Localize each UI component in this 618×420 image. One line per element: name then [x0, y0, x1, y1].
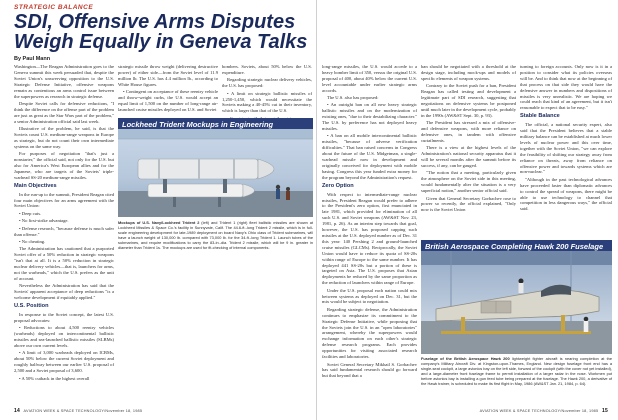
subheading-main-objectives: Main Objectives [14, 182, 57, 189]
text-column-1 [14, 64, 114, 402]
section-kicker: STRATEGIC BALANCE [14, 4, 94, 11]
paragraph: strategic missile throw weight (delivering destructive power) of either side—from the Soviet level of 11.9 million lb. The U.S. has 4.4 million lb., according to White House figures. [118, 64, 218, 87]
caption-lead: Fuselage of the British Aerospace Hawk 200 [421, 356, 510, 361]
paragraph: The Administration has cautioned that a purported Soviet offer of a 50% reduction in strategic weapons "isn't that at all. It is a 50% reduction in strategic nuclear delivery vehicles—that is, launchers for arms, not the warheads," which the U.S. prefers as the unit of account. [14, 246, 114, 281]
photo-caption-trident [118, 220, 313, 250]
caption-lead: Mockups of U.S. Navy/Lockheed Trident 2 [118, 220, 200, 225]
bullet-item: • Defense research, "because defense is much safer than offense." [14, 225, 114, 237]
bullet-item: • A limit on strategic ballistic missiles of 1,250-1,450, which would necessitate the Soviets making a 40-45% cut in their inventory, which is larger than that of the U.S. [222, 90, 312, 114]
paragraph: Despite Soviet calls for defensive reductions, "I think the difference on the offense part of the problem are just as great as the Star Wars part of the problem," a senior Administration official said last week. [14, 100, 114, 124]
paragraph: "Although in the past technological advances have proceeded faster than diplomatic advances to control the spread of weapons, there might be able to use technology to channel that competition in less dangerous ways," the official said. [520, 176, 612, 212]
page-gutter [316, 0, 317, 420]
bullet-item: • A ban on all mobile intercontinental ballistic missiles, "because of adverse verification difficulties." That ban raised concerns in Congress about the future of the U.S. Midgetman, a single-warhead missile now in development and originally conceived for deployment with mobile basing. Congress this year funded extra money for the program beyond the Administration's request. [322, 133, 417, 180]
page-number-left: 14 [14, 408, 20, 414]
caption-text: (left) and Trident 1 (right) fleet ballistic missiles are shown at Lockheed Missiles & Space Co.'s facility in Sunnyvale, Calif. The 44.6-ft.-long Trident 2 missile, which is in full-scale engineering development for late-1989 deployment on board Navy's Ohio class of Trident submarines, will have a launch weight of 130,000 lb. compared with 73,000 lb. for the 34-ft.-long Trident 1. Launch tubes of the submarines, and require modifications to carry the 83-in.-dia. Trident 2 missile, which will be 9 in. greater in diameter than Trident 1s. The mockups are used for fit-checking of internal components. [118, 220, 313, 250]
paragraph: Under the U.S. proposal each nation could mix between systems as deployed on Dec. 31, but the mix would be subject to negotiation. [322, 287, 417, 305]
footer-left [14, 408, 142, 414]
hawk-photo-illustration [421, 251, 612, 354]
page-number-right: 15 [602, 408, 608, 414]
paragraph: Soviet General Secretary Mikhail S. Gorbachev has said fundamental research should go forward but that beyond that a [322, 361, 417, 379]
paragraph: ban should be negotiated with a threshold at the design stage, including mock-ups and models of specific elements of weapon systems. [421, 64, 516, 81]
paragraph: Regarding strategic nuclear delivery vehicles, the U.S. has proposed: [222, 77, 312, 89]
footer-publication-right: AVIATION WEEK & SPACE TECHNOLOGY/November 18, 1985 [479, 409, 599, 413]
bullet-item: • A limit of 3,000 warheads deployed on ICBMs, about 50% below the current Soviet deployment and roughly halfway between our earlier U.S. proposal of 2,500 and a Soviet proposal of 3,600. [14, 350, 114, 374]
paragraph: In the run-up to the summit, President Reagan cited four main objectives for an arms agreement with the Soviet Union: [14, 191, 114, 209]
paragraph: Contrary to the Soviet push for a ban, President Reagan has called testing and development a legitimate part of SDI research, suggesting that negotiations on defensive systems be postponed until much later in the development cycle, probably in the 1990s (AW&ST Sept. 30, p. 93). [421, 83, 516, 118]
article-byline: By Paul Mann [14, 56, 51, 62]
bullet-item: • A 50% cutback in the highest overall [19, 375, 90, 381]
paragraph: In response to the Soviet concept, the latest U.S. proposal advocates: [14, 311, 114, 323]
paragraph: "The notion that a meeting, particularly given the atmosphere on the Soviet side in this meeting, would fundamentally alter the situation is a very superficial notion," another senior official said. [421, 170, 516, 194]
text-column-4 [322, 64, 417, 402]
text-column-5 [421, 64, 516, 236]
paragraph: bombers. Soviets, about 50% below the U.S. expenditure. [222, 64, 312, 75]
paragraph: With respect to intermediate-range nuclear missiles, President Reagan would prefer to adhere to the President's zero option, first enunciated in late 1981, which provided for elimination of all such U.S. and Soviet weapons (AW&ST Nov. 23, 1981, p. 26). As an interim step towards that goal, however, the U.S. has proposed capping such missiles at the U.S. deployed number as of Dec. 31 this year: 140 Pershing 2 and ground-launched cruise missiles (GLCMs). Reciprocally, the Soviet Union would have to reduce its quota of SS-20s within range of Europe to the same number. It has deployed 441 SS-20s but a portion of these is targeted on Asia. The U.S. proposes that Asian deployments be reduced by the same proportion as the reduction of launchers within range of Europe. [322, 191, 417, 286]
trident-mockups-photo [118, 129, 313, 217]
bullet-item: • Contingent on acceptance of these reentry vehicle and throw-weight curbs, the U.S. would accept an equal limit of 1,500 on the number of long-range air-launched cruise missiles deployed on U.S. and Soviet [118, 89, 218, 112]
paragraph: For purposes of negotiation "that's just a nonstarter," the official said, not only for the U.S. but also for America's West European allies and for the Japanese, who are targets of the Soviets' triple-warhead SS-20 medium-range missiles. [14, 151, 114, 180]
paragraph: Washington—The Reagan Administration goes to the Geneva summit this week persuaded that, despite the Soviet Union's unswerving opposition to the U.S. Strategic Defense Initiative, offensive weapons remain as contentious an arms control issue between the superpowers as research in strategic defense. [14, 64, 114, 99]
subheading-us-position: U.S. Position [14, 303, 49, 310]
bullet-item: • An outright ban on all new heavy strategic ballistic missiles and on the modernization of existing ones, "due to their destabilizing character." The U.S. by preference has not deployed heavy missiles. [322, 102, 417, 132]
subheading-zero-option: Zero Option [322, 182, 354, 189]
text-column-3 [222, 64, 312, 116]
paragraph: Given that General Secretary Gorbachev rose to power so recently, the official explained, "Only now is the Soviet Union [421, 195, 516, 213]
text-column-2 [118, 64, 218, 116]
caption-text: lightweight fighter aircraft is nearing completion at the company's Military Aircraft Div. at Kingston-upon-Thames, England. New design fuselage front end has a single-seat cockpit, a large avionics bay on the left side, forward of the cockpit (with the cover not yet installed), and a large-diameter front fuselage frame to permit installation of a larger radar in the nose. Workmen put before avionics bay is installing a gun feed tube being prepared at the fuselage. The Hawk 200, a derivative of the Hawk trainer, is scheduled to make its first flight in May, 1986 (AW&ST Jan. 21, 1984, p. 64). [421, 356, 612, 386]
article-headline: SDI, Offensive Arms Disputes Weigh Equally in Geneva Talks [14, 11, 308, 53]
trident-photo-illustration [118, 129, 313, 217]
subheading-stable-balance: Stable Balance [520, 113, 560, 120]
paragraph: Illustrative of the problem, he said, is that the Soviets count U.S. medium-range weapons in Europe as strategic, but do not count their own intermediate systems on the same way. [14, 126, 114, 149]
paragraph: turning to foreign accounts. Only now is it in a position to consider what its policies overseas will be. And to think that now at the beginning of that process on that side they would have the defensive answer in numbers and dispositions of missiles is very unrealistic. We are hoping we could reach that kind of an agreement, but it isn't reasonable to expect that to be easy." [520, 64, 612, 111]
bullet-item: • No cheating. [19, 238, 46, 244]
footer-publication-left: AVIATION WEEK & SPACE TECHNOLOGY/November 18, 1985 [23, 409, 143, 413]
paragraph: The President has stressed a mix of offensive- and defensive weapons, with more reliance on defensive ones, in tandem with offensive curtailments. [421, 120, 516, 143]
photo-title-hawk: British Aerospace Completing Hawk 200 Fuselage [421, 240, 612, 253]
photo-title-trident: Lockheed Trident Mockups in Engineering [118, 118, 313, 140]
paragraph: There is a view at the highest levels of the Administration's national security apparatus that it will be several months after the summit before its success, if any, can be gauged. [421, 145, 516, 168]
hawk-fuselage-photo [421, 251, 612, 354]
text-column-6 [520, 64, 612, 236]
paragraph: The U.S. also has proposed: [327, 95, 379, 101]
photo-caption-hawk [421, 356, 612, 386]
paragraph: long-range missiles, the U.S. would accede to a heavy bomber limit of 350, versus the original U.S. proposal of 400, about 40% below the current U.S. level accountable under earlier strategic arms accords. [322, 64, 417, 93]
bullet-item: • No first-strike advantage. [19, 218, 69, 224]
bullet-item: • Deep cuts. [19, 210, 42, 216]
bullet-item: • Reductions to about 4,500 reentry vehicles (warheads) deployed on intercontinental ballistic missiles and sea-launched ballistic missiles (SLBMs) above our own current levels. [14, 325, 114, 348]
paragraph: Regarding strategic defense, the Administration continues to emphasize its commitment to the Strategic Defense Initiative, while proposing that the Soviets join the U.S. in an "open laboratories" arrangement, whereby the superpowers would exchange information on each other's strategic defense research programs. Each provides opportunities for visiting associated research facilities and laboratories. [322, 306, 417, 360]
footer-right [480, 408, 608, 414]
paragraph: Nevertheless the Administration has said that the Soviets' apparent acceptance of deep reductions "is a welcome development if equitably applied." [14, 283, 114, 301]
paragraph: The official, a national security expert, also said that the President believes that a stable military balance can be established at much lower levels of nuclear power and this over time, together with the Soviet Union, "we can explore the feasibility of shifting our strategy away from reliance on threats, away from reliance on offensive power and towards systems which are non-nuclear." [520, 122, 612, 175]
